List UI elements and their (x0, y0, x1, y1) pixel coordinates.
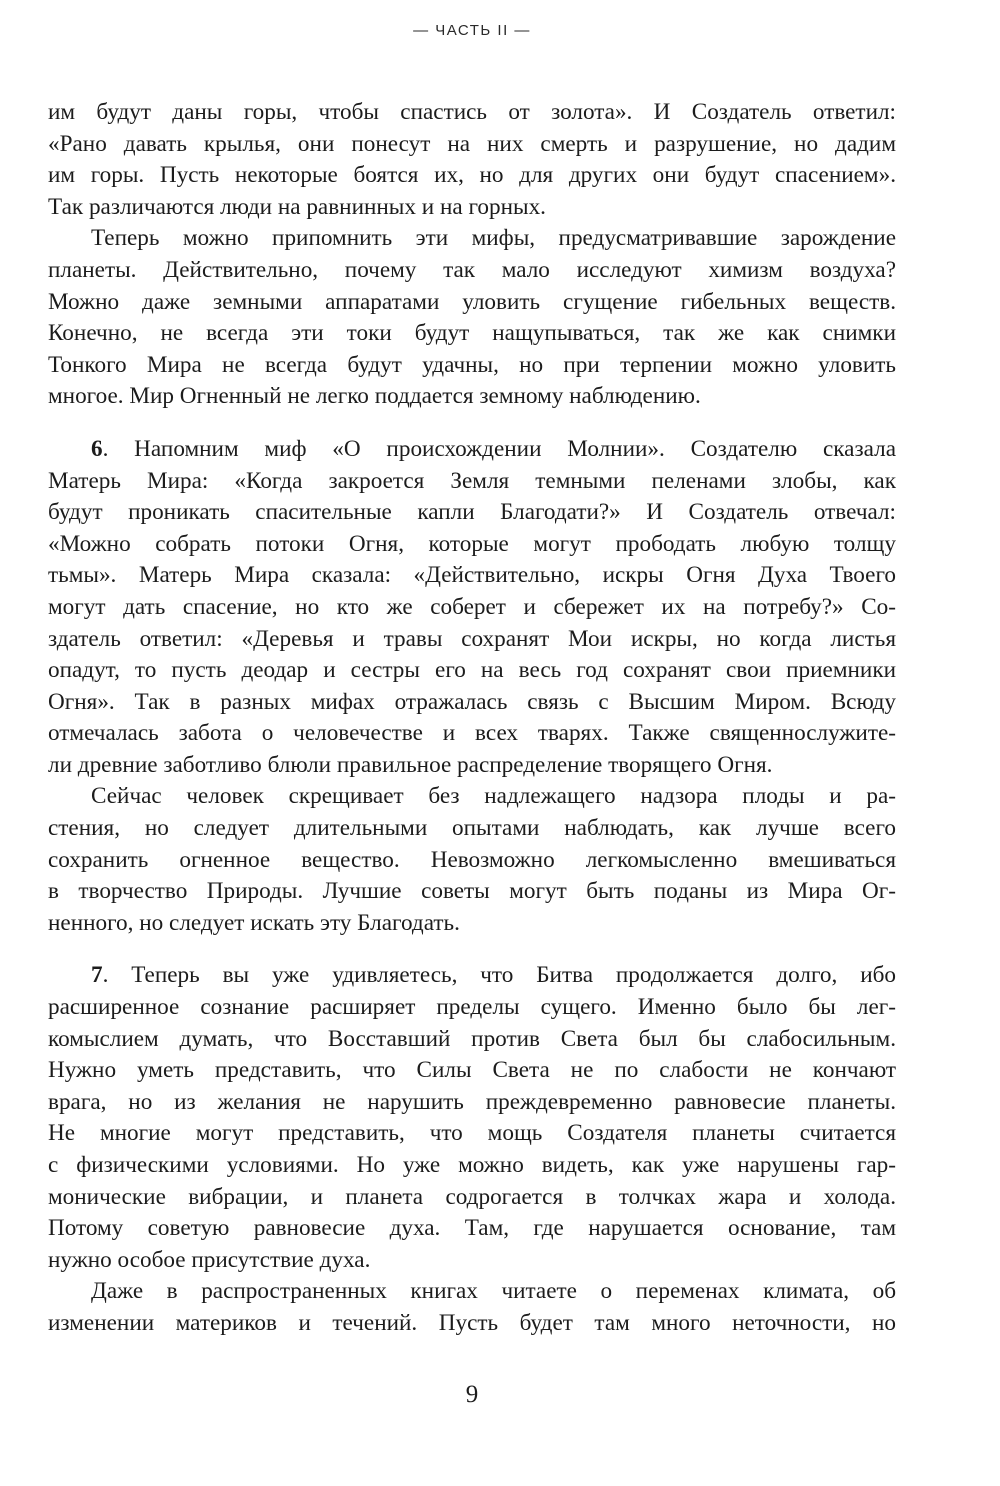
text-line: Матерь Мира: «Когда закроется Земля темными пеленами злобы, как (48, 467, 896, 494)
text-line: Не многие могут представить, что мощь Создателя планеты считается (48, 1120, 896, 1147)
text-line: стения, но следует длительными опытами наблюдать, как лучше всего (48, 815, 896, 842)
text-line: Теперь можно припомнить эти мифы, предусматривавшие зарождение (91, 225, 896, 252)
body-text (48, 97, 896, 1340)
text-line: «Можно собрать потоки Огня, которые могут прободать любую толщу (48, 530, 896, 557)
text-line: ненного, но следует искать эту Благодать. (48, 909, 460, 936)
section-number: 7 (91, 962, 103, 989)
text-line: с физическими условиями. Но уже можно видеть, как уже нарушены гар- (48, 1152, 896, 1178)
section-number: 6 (91, 435, 103, 462)
text-line: Огня». Так в разных мифах отражалась связь с Высшим Миром. Всюду (48, 688, 896, 715)
text-line: могут дать спасение, но кто же соберет и сбережет их на потребу?» Со- (48, 593, 896, 620)
text-line: Так различаются люди на равнинных и на горных. (48, 193, 546, 220)
text-line: ли древние заботливо блюли правильное распределение творящего Огня. (48, 751, 773, 778)
text-line: планеты. Действительно, почему так мало исследуют химизм воздуха? (48, 256, 896, 283)
text-line: Даже в распространенных книгах читаете о переменах климата, об (91, 1278, 896, 1305)
text-line: врага, но из желания не нарушить преждевременно равновесие планеты. (48, 1088, 896, 1115)
text-line: им будут даны горы, чтобы спастись от золота». И Создатель ответил: (48, 99, 896, 125)
text-line-content: . Напомним миф «О происхождении Молнии». Создателю сказала (102, 435, 896, 462)
book-page (48, 0, 896, 1486)
text-line: здатель ответил: «Деревья и травы сохранят Мои искры, но когда листья (48, 625, 896, 652)
text-line: тьмы». Матерь Мира сказала: «Действительно, искры Огня Духа Твоего (48, 562, 896, 589)
text-line: многое. Мир Огненный не легко поддается земному наблюдению. (48, 383, 701, 410)
paragraph (48, 1276, 896, 1339)
text-line-content: . Теперь вы уже удивляетесь, что Битва продолжается долго, ибо (102, 962, 896, 989)
page-number: 9 (465, 1381, 479, 1408)
text-line: отмечалась забота о человечестве и всех тварях. Также священнослужите- (48, 720, 896, 747)
section-7 (48, 960, 896, 1276)
text-line: Тонкого Мира не всегда будут удачны, но при терпении можно уловить (48, 351, 896, 378)
section-6 (48, 434, 896, 782)
text-line: комыслием думать, что Восставший против Света был бы слабосильным. (48, 1025, 896, 1052)
text-line: «Рано давать крылья, они понесут на них смерть и разрушение, но дадим (48, 130, 896, 157)
text-line: будут проникать спасительные капли Благодати?» И Создатель отвечал: (48, 499, 896, 526)
text-line: расширенное сознание расширяет пределы сущего. Именно было бы лег- (48, 994, 896, 1021)
text-line: нужно особое присутствие духа. (48, 1246, 371, 1273)
running-head: — ЧАСТЬ II — (413, 22, 531, 39)
text-line: изменении материков и течений. Пусть будет там много неточности, но (48, 1309, 896, 1336)
text-line: Нужно уметь представить, что Силы Света не по слабости не кончают (48, 1057, 896, 1084)
text-line (48, 960, 896, 992)
text-line: Можно даже земными аппаратами уловить сгущение гибельных веществ. (48, 288, 896, 315)
text-line: сохранить огненное вещество. Невозможно легкомысленно вмешиваться (48, 846, 896, 873)
text-line: монические вибрации, и планета содрогается в толчках жара и холода. (48, 1183, 896, 1210)
text-line: Конечно, не всегда эти токи будут нащупываться, так же как снимки (48, 320, 896, 347)
paragraph (48, 223, 896, 413)
text-line: Потому советую равновесие духа. Там, где нарушается основание, там (48, 1215, 896, 1242)
text-line: им горы. Пусть некоторые боятся их, но для других они будут спасением». (48, 162, 896, 189)
text-line: в творчество Природы. Лучшие советы могут быть поданы из Мира Ог- (48, 878, 896, 905)
paragraph-continuation (48, 97, 896, 223)
text-line (48, 434, 896, 466)
paragraph (48, 781, 896, 939)
text-line: Сейчас человек скрещивает без надлежащего надзора плоды и ра- (91, 783, 896, 810)
text-line: опадут, то пусть деодар и сестры его на весь год сохранят свои приемники (48, 657, 896, 684)
